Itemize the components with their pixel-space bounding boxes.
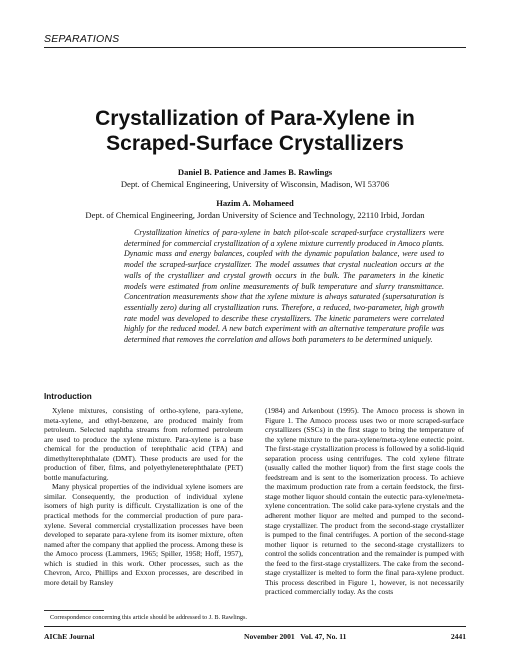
title-line-1: Crystallization of Para-Xylene in [95,107,415,130]
page-footer [44,632,466,644]
footer-rule [44,626,466,627]
section-header: SEPARATIONS [44,33,120,45]
paragraph: Xylene mixtures, consisting of ortho-xylene, para-xylene, meta-xylene, and ethyl-benzene, are produced mainly from petroleum. Selected naphtha streams from reformed petroleum are used to produce the xylene mixture. Para-xylene is a base chemical for the production of terephthalic acid (TPA) and dimethylterephthalate (DMT). These products are used for the production of fiber, films, and polyethyleneterephthalate (PET) bottle manufacturing. [44,406,243,482]
left-column [44,392,243,587]
article-title [0,106,510,156]
footnote: Correspondence concerning this article should be addressed to J. B. Rawlings. [50,614,248,621]
footer-issue: November 2001 Vol. 47, No. 11 [244,632,347,641]
footnote-rule [44,610,104,611]
paragraph: Many physical properties of the individual xylene isomers are similar. Consequently, the production of individual xylene isomers of high purity is difficult. Crystallization is one of the practical methods for the commercial production of pure para-xylene. Several commercial crystallization processes have been developed to separate para-xylene from its isomer mixture, often named after the company that applied the process. Among these is the Amoco process (Lammers, 1965; Spiller, 1958; Hoff, 1957), which is studied in this work. Other processes, such as the Chevron, Arco, Phillips and Exxon processes, are described in more detail by Ransley [44,482,243,587]
paragraph: (1984) and Arkenbout (1995). The Amoco process is shown in Figure 1. The Amoco process uses two or more scraped-surface crystallizers (SSCs) in the first stage to bring the temperature of the xylene mixture to the para-xylene/meta-xylene eutectic point. The first-stage crystallization process is followed by a solid-liquid separation process using centrifuges. The cold xylene filtrate (usually called the mother liquor) from the first stage cools the feedstream and is sent to the isomerization process. To achieve the maximum production rate from a certain feedstock, the first-stage mother liquor should contain the eutectic para-xylene/meta-xylene concentration. The solid cake para-xylene crystals and the adherent mother liquor are melted and pumped to the second-stage crystallizer. The product from the second-stage crystallizer is pumped to the final centrifuges. A portion of the second-stage mother liquor is returned to the second-stage crystallizers to control the solids concentration and the remainder is pumped with the feed to the first-stage crystallizers. The cake from the second-stage crystallizer is melted to form the final para-xylene product. This process described in Figure 1, however, is not necessarily practiced commercially today. As the costs [265,406,464,597]
author-block [0,166,510,221]
page-number: 2441 [450,632,466,641]
author-names-2: Hazim A. Mohameed [216,198,294,208]
header-rule [44,47,466,48]
right-column [265,406,464,597]
affiliation-1: Dept. of Chemical Engineering, University of Wisconsin, Madison, WI 53706 [120,179,390,189]
section-heading-introduction: Introduction [44,392,92,401]
author-names-1: Daniel B. Patience and James B. Rawlings [177,167,333,177]
affiliation-2: Dept. of Chemical Engineering, Jordan University of Science and Technology, 22110 Irbid, Jordan [85,210,425,220]
abstract: Crystallization kinetics of para-xylene in batch pilot-scale scraped-surface crystallizers were determined for commercial crystallization of a xylene mixture currently produced in Amoco plants. Dynamic mass and energy balances, coupled with the dynamic population balance, were used to model the scraped-surface crystallizer. The model assumes that crystal nucleation occurs at the walls of the crystallizer and crystal growth occurs in the bulk. The parameters in the kinetic models were estimated from online measurements of bulk temperature and slurry transmittance. Concentration measurements show that the xylene mixture is always saturated (supersaturation is essentially zero) during all crystallization runs. Therefore, a reduced, two-parameter, high growth rate model was developed to describe these crystallizers. The kinetic parameters were correlated highly for the reduced model. A new batch experiment with an alternative temperature profile was determined that removes the correlation and allows both parameters to be determined uniquely. [124,228,444,345]
footer-journal: AIChE Journal [44,632,95,641]
title-line-2: Scraped-Surface Crystallizers [106,132,404,155]
